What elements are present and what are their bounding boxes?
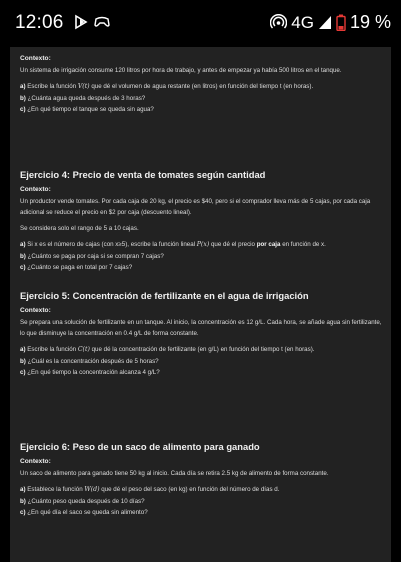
notification-icons xyxy=(74,14,111,30)
exercise-title: Ejercicio 5: Concentración de fertilizante en el agua de irrigación xyxy=(20,290,309,301)
context-label: Contexto: xyxy=(20,186,51,193)
question-c: c) ¿En qué tiempo la concentración alcanza 4 g/L? xyxy=(20,369,160,376)
system-status xyxy=(270,12,391,33)
context-label: Contexto: xyxy=(20,458,51,465)
question-a: a) Establece la función W(d) que dé el peso del saco (en kg) en función del número de días d. xyxy=(20,486,280,493)
status-time: 12:06 xyxy=(15,12,64,33)
context-text: Se prepara una solución de fertilizante en un tanque. Al inicio, la concentración es 12 g/L. Cada hora, se añade agua sin fertilizante, lo que disminuye la concentración en 0.4 g/L de forma constante. xyxy=(20,319,382,337)
question-a: a) Escribe la función V(t) que dé el volumen de agua restante (en litros) en función del tiempo t (en horas). xyxy=(20,83,314,90)
exercise-title: Ejercicio 4: Precio de venta de tomates según cantidad xyxy=(20,169,266,180)
network-type: 4G xyxy=(291,12,314,32)
context-label: Contexto: xyxy=(20,307,51,314)
question-b: b) ¿Cuánto se paga por caja si se compran 7 cajas? xyxy=(20,252,164,260)
context-text: Un productor vende tomates. Por cada caja de 20 kg, el precio es $40, pero si el comprador lleva más de 5 cajas, por cada caja adicional se reduce el precio en $2 por caja (descuento lineal). xyxy=(20,198,371,216)
question-c: c) ¿En qué día el saco se queda sin alimento? xyxy=(20,509,148,516)
question-b: b) ¿Cuál es la concentración después de 5 horas? xyxy=(20,357,159,365)
question-c: c) ¿En qué tiempo el tanque se queda sin agua? xyxy=(20,106,154,113)
exercise-4 xyxy=(20,169,383,274)
question-a: a) Si x es el número de cajas (con x≥5), escribe la función lineal P(x) que dé el precio por caja en función de x. xyxy=(20,241,326,248)
question-a: a) Escribe la función C(t) que dé la concentración de fertilizante (en g/L) en función del tiempo t (en horas). xyxy=(20,346,315,353)
exercise-6 xyxy=(20,441,383,519)
question-b: b) ¿Cuánta agua queda después de 3 horas? xyxy=(20,94,146,102)
context-label: Contexto: xyxy=(20,55,51,62)
hotspot-icon xyxy=(270,14,287,31)
intro-block xyxy=(20,55,383,116)
battery-percentage: 19 % xyxy=(349,12,391,32)
exercise-5 xyxy=(20,290,383,379)
play-icon xyxy=(74,14,90,30)
battery-low-icon xyxy=(336,14,346,31)
context-text: Un saco de alimento para ganado tiene 50 kg al inicio. Cada día se retira 2.5 kg de alimento de forma constante. xyxy=(20,470,329,477)
status-bar xyxy=(0,0,401,46)
game-controller-icon xyxy=(93,14,111,30)
document-page xyxy=(10,47,391,562)
context-text: Un sistema de irrigación consume 120 litros por hora de trabajo, y antes de empezar ya había 500 litros en el tanque. xyxy=(20,67,342,74)
range-note: Se considera solo el rango de 5 a 10 cajas. xyxy=(20,225,139,232)
question-c: c) ¿Cuánto se paga en total por 7 cajas? xyxy=(20,264,133,271)
question-b: b) ¿Cuánto peso queda después de 10 días? xyxy=(20,497,145,505)
exercise-title: Ejercicio 6: Peso de un saco de alimento para ganado xyxy=(20,441,260,452)
signal-icon xyxy=(318,15,332,30)
